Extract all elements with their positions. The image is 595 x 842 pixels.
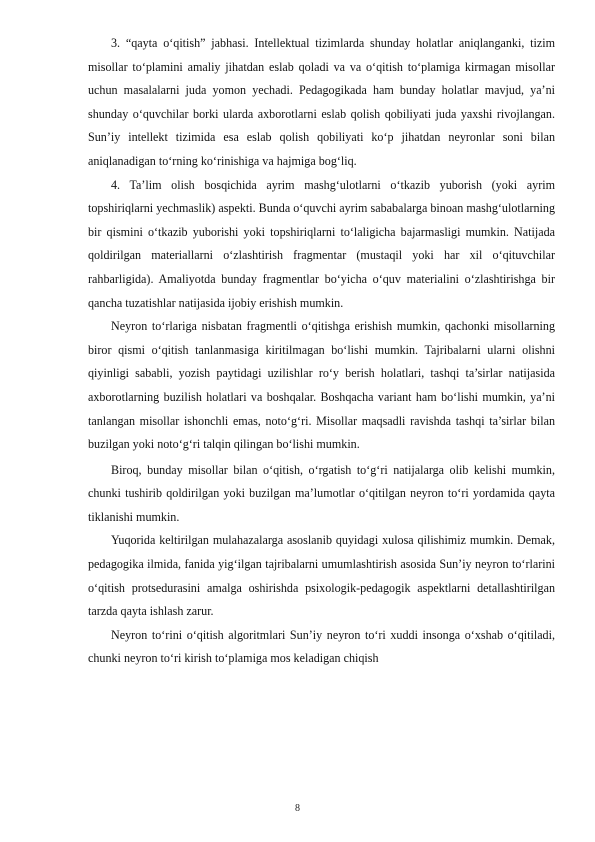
paragraph-algoritmlar: Neyron to‘rini o‘qitish algoritmlari Sun’iy neyron to‘ri xuddi insonga o‘xshab o‘qitiladi, chunki neyron to‘ri kirish to‘plamiga mos keladigan chiqish xyxy=(88,627,555,666)
page-number: 8 xyxy=(295,803,300,814)
paragraph-fragmentli-oqitish: Neyron to‘rlariga nisbatan fragmentli o‘qitishga erishish mumkin, qachonki misollarning biror qismi o‘qitish tanlanmasiga kiritilmagan bo‘lishi mumkin. Tajribalarni ularni olishni qiyinligi sababli, yozish paytidagi uzilishlar ro‘y berish holatlari, tashqi ta’sirlar natijasida axborotlarning buzilish holatlari va boshqalar. Boshqacha variant ham bo‘lishi mumkin, ya’ni tanlangan misollar ishonchli emas, noto‘g‘ri. Misollar maqsadli ravishda tashqi ta’sirlar bilan buzilgan yoki noto‘g‘ri talqin qilingan bo‘lishi mumkin. xyxy=(88,319,555,452)
paragraph-xulosa: Yuqorida keltirilgan mulahazalarga asoslanib quyidagi xulosa qilishimiz mumkin. Demak, pedagogika ilmida, fanida yig‘ilgan tajribalarni umumlashtirish asosida Sun’iy neyron to‘rlarini o‘qitish protsedurasini amalga oshirishda psixologik-pedagogik aspektlarni detallashtirilgan tarzda qayta ishlash zarur. xyxy=(88,533,555,619)
paragraph-qayta-oqitish: 3. “qayta o‘qitish” jabhasi. Intellektual tizimlarda shunday holatlar aniqlanganki, tizim misollar to‘plamini amaliy jihatdan eslab qoladi va va o‘qitish to‘plamiga kirmagan misollar uchun masalalarni juda yomon yechadi. Pedagogikada ham bunday holatlar mavjud, ya’ni shunday o‘quvchilar borki ularda axborotlarni eslab qolish qobiliyati juda yaxshi rivojlangan. Sun’iy intellekt tizimida esa eslab qolish qobiliyati ko‘p jihatdan neyronlar soni bilan aniqlanadigan to‘rning ko‘rinishiga va hajmiga bog‘liq. xyxy=(88,36,555,168)
document-body xyxy=(88,32,555,671)
paragraph-otkazib-yuborish: 4. Ta’lim olish bosqichida ayrim mashg‘ulotlarni o‘tkazib yuborish (yoki ayrim topshiriqlarni yechmaslik) aspekti. Bunda o‘quvchi ayrim sababalarga binoan mashg‘ulotlarning bir qismini o‘tkazib yuborishi yoki topshiriqlarni to‘laligicha bajarmasligi mumkin. Natijada qoldirilgan materiallarni o‘zlashtirish fragmentar (mustaqil yoki har xil o‘qituvchilar rahbarligida). Amaliyotda bunday fragmentlar bo‘yicha o‘quv materialini o‘zlashtirishga bir qancha tuzatishlar natijasida ijobiy erishish mumkin. xyxy=(88,177,555,310)
paragraph-biroq: Biroq, bunday misollar bilan o‘qitish, o‘rgatish to‘g‘ri natijalarga olib kelishi mumkin, chunki tushirib qoldirilgan yoki buzilgan ma’lumotlar o‘qitilgan neyron to‘ri yordamida qayta tiklanishi mumkin. xyxy=(88,462,555,524)
